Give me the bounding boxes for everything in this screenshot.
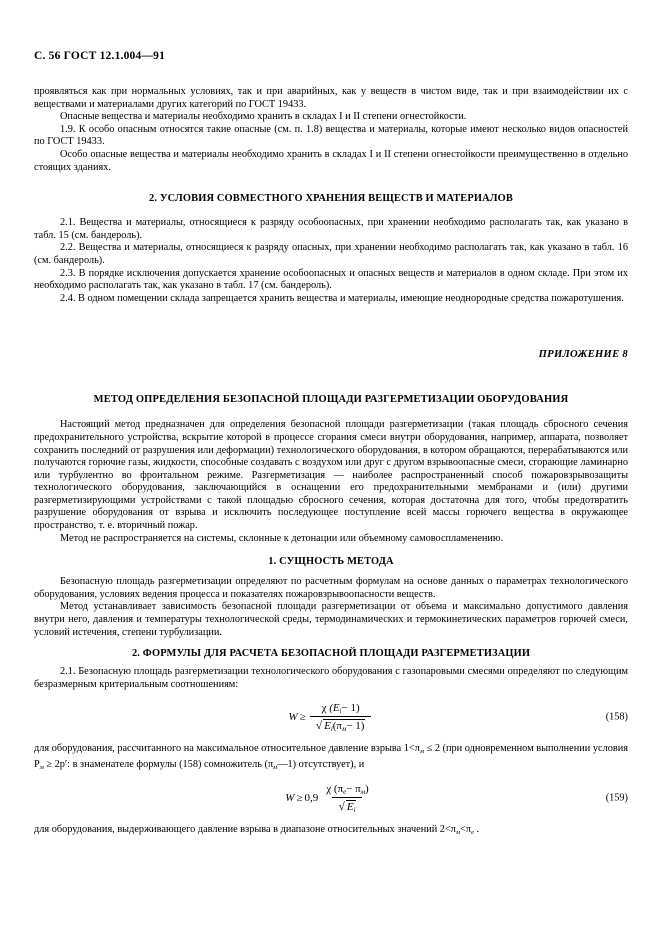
formula-159 <box>34 778 628 818</box>
paragraph-clause-2-1: 2.1. Вещества и материалы, относящиеся к разряду особоопасных, при хранении необходимо располагать так, как указано в табл. 15 (см. бандероль). <box>34 217 628 241</box>
numerator-mid: − π <box>346 782 361 795</box>
numerator-subscript-2: м <box>360 788 366 796</box>
formula-158-number: (158) <box>605 711 628 723</box>
denominator-subscript: i <box>330 725 333 733</box>
paragraph-clause-2-2: 2.2. Вещества и материалы, относящиеся к разряду опасных, при хранении необходимо располагать так, как указано в табл. 16 (см. бандероль). <box>34 242 628 266</box>
paragraph-clause-1-9: 1.9. К особо опасным относятся такие опасные (см. п. 1.8) вещества и материалы, которые имеют несколько видов опасностей по ГОСТ 19433. <box>34 123 628 148</box>
formula-159-lhs: W <box>285 792 295 805</box>
paragraph-appendix-intro-2: Метод не распространяется на системы, склонные к детонации или объемному самовоспламенению. <box>60 532 504 544</box>
formula-159-fraction <box>320 783 374 814</box>
numerator-subscript: e <box>343 788 347 796</box>
paragraph-closing: для оборудования, выдерживающего давление взрыва в диапазоне относительных значений $2<\pi_м<\pi_е$ . <box>34 824 480 836</box>
formula-159-relation: ≥ <box>296 792 303 805</box>
paragraph-formulas-intro: 2.1. Безопасную площадь разгерметизации технологического оборудования с газопаровыми смесями определяют по следующим безразмерным критериальным соотношениям: <box>34 666 628 690</box>
chi-symbol: χ <box>321 702 327 714</box>
formula-158-fraction <box>310 702 372 733</box>
numerator-tail: − 1) <box>341 702 360 714</box>
denominator-tail: (π <box>332 719 342 732</box>
formula-159-expression <box>285 783 376 814</box>
radical-icon: √ $E_i(\pi_м- 1)$ <box>315 719 365 733</box>
paragraph-appendix-intro-1: Настоящий метод предназначен для определения безопасной площади разгерметизации (такая площадь сбросного сечения предохранительного устройства, вскрытие которой в процессе сгорания смеси внутри оборудования, например, аппарата, позволяет сохранить последний от разрушения или деформации) технологического оборудования, в котором обращаются, перерабатываются или получаются горючие газы, жидкости, способные создавать с воздухом или друг с другом взрывоопасные смеси, сгорающие ламинарно или турбулентно во фронтальном режиме. Разгерметизация — наиболее распространенный способ пожаровзрывозащиты технологического оборудования, заключающийся в оснащении его предохранительными мембранами и (или) другими разгерметизирующими устройствами с такой площадью сбросного сечения, которая достаточна для того, чтобы предотвратить разрушение оборудования от взрыва и исключить последующее поступление всей массы горючего вещества в окружающее пространство, т. е. вторичный пожар. <box>34 419 628 532</box>
formula-158-expression <box>289 702 374 733</box>
numerator-body: (π <box>333 782 344 795</box>
formula-158-numerator <box>316 702 366 716</box>
formula-159-coefficient: 0,9 <box>304 792 319 805</box>
page-content <box>34 86 628 840</box>
numerator-subscript: i <box>339 707 342 715</box>
chi-symbol: χ <box>326 782 332 795</box>
paragraph-clause-2-3: 2.3. В порядке исключения допускается хранение особоопасных и опасных веществ и материалов в одном складе. При этом их необходимо располагать так, как указано в табл. 17 (см. бандероль). <box>34 267 628 292</box>
section-title-method-essence: 1. СУЩНОСТЬ МЕТОДА <box>268 556 394 568</box>
denominator-radicand: E <box>346 800 354 813</box>
denominator-end: − 1) <box>346 719 365 732</box>
formula-159-numerator <box>320 783 374 797</box>
radical-icon: √ $E_i$ <box>338 800 356 814</box>
paragraph-intro-2: Опасные вещества и материалы необходимо хранить в складах I и II степени огнестойкости. <box>60 111 467 123</box>
appendix-title: МЕТОД ОПРЕДЕЛЕНИЯ БЕЗОПАСНОЙ ПЛОЩАДИ РАЗГЕРМЕТИЗАЦИИ ОБОРУДОВАНИЯ <box>93 394 569 406</box>
paragraph-between-formulas: для оборудования, рассчитанного на максимальное относительное давление взрыва $1<\pi_м \le 2$ (при одновременном выполнении условия $P_м \ge 2p'$: в знаменателе формулы (158) сомножитель $(\pi_м—1)$ отсутствует), и <box>34 743 628 771</box>
section-title-formulas: 2. ФОРМУЛЫ ДЛЯ РАСЧЕТА БЕЗОПАСНОЙ ПЛОЩАДИ РАЗГЕРМЕТИЗАЦИИ <box>131 648 531 660</box>
paragraph-intro-4: Особо опасные вещества и материалы необходимо хранить в складах I и II степени огнестойкости преимущественно в отдельно стоящих зданиях. <box>34 148 628 173</box>
paragraph-essence-1: Безопасную площадь разгерметизации определяют по расчетным формулам на основе данных о параметрах технологического оборудования, условиях ведения процесса и показателях пожаровзрывоопасности веществ. <box>34 576 628 600</box>
formula-158-denominator <box>310 716 372 733</box>
denominator-subscript: i <box>353 806 356 814</box>
appendix-label: ПРИЛОЖЕНИЕ 8 <box>538 349 628 361</box>
numerator-body: (E <box>329 702 340 714</box>
page-header: С. 56 ГОСТ 12.1.004—91 <box>34 50 166 62</box>
section-title-2: 2. УСЛОВИЯ СОВМЕСТНОГО ХРАНЕНИЯ ВЕЩЕСТВ И МАТЕРИАЛОВ <box>149 193 513 205</box>
numerator-tail: ) <box>365 782 369 795</box>
paragraph-essence-2: Метод устанавливает зависимость безопасной площади разгерметизации от объема и максимально допустимого давления внутри него, давления и температуры технологической среды, термодинамических и термокинетических параметров горючей смеси, условий истечения, степени турбулизации. <box>34 601 628 638</box>
formula-158-relation: ≥ <box>299 711 306 724</box>
formula-158 <box>34 697 628 737</box>
paragraph-intro-1: проявляться как при нормальных условиях, так и при аварийных, как у веществ в чистом виде, так и при взаимодействии их с веществами и материалами других категорий по ГОСТ 19433. <box>34 86 628 110</box>
formula-158-lhs: W <box>288 711 298 724</box>
denominator-radicand: E <box>324 719 331 732</box>
formula-159-denominator <box>332 797 362 814</box>
paragraph-clause-2-4: 2.4. В одном помещении склада запрещается хранить вещества и материалы, имеющие неоднородные средства пожаротушения. <box>60 292 624 304</box>
formula-159-number: (159) <box>605 792 628 804</box>
denominator-subscript-2: м <box>341 725 347 733</box>
